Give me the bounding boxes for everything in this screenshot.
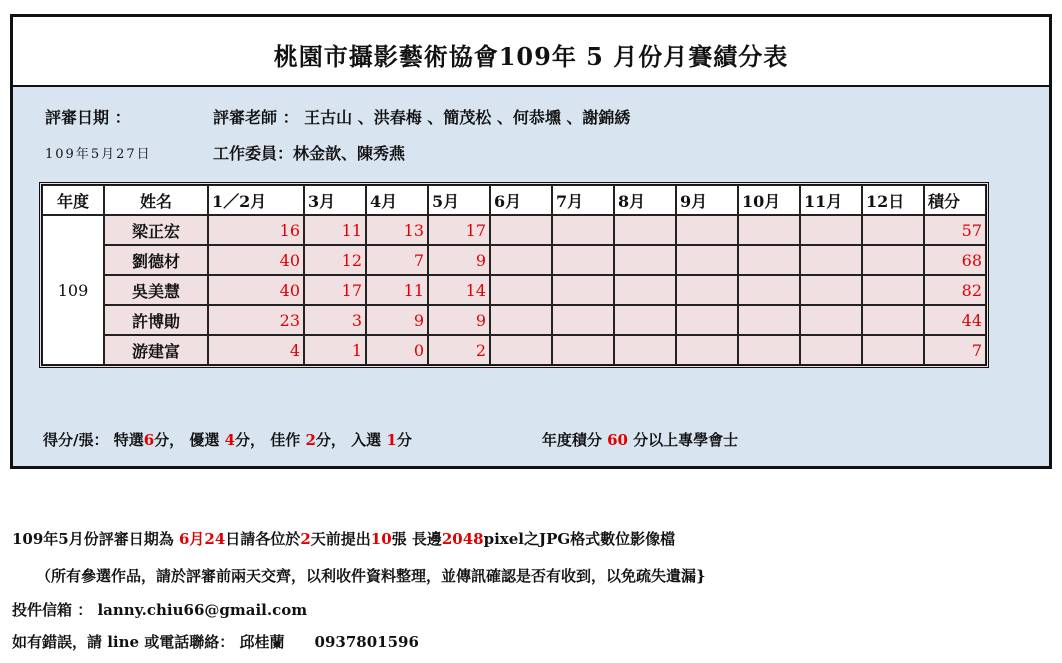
member-name: 劉德材 [104,245,208,275]
total-cell: 68 [924,245,986,275]
score-table [39,182,989,368]
score-cell: 2 [428,335,490,365]
table-row [42,245,986,275]
score-cell: 0 [366,335,428,365]
scoring-rules [43,429,738,450]
column-header: 3月 [304,185,366,215]
column-header: 9月 [676,185,738,215]
table-row [42,215,986,245]
scholar-prefix: 年度積分 [541,431,608,449]
score-sheet-panel [10,14,1052,469]
score-cell [862,245,924,275]
submission-remark: （所有參選作品，請於評審前兩天交齊，以利收件資料整理，並傳訊確認是否有收到，以免疏失遺漏} [36,567,706,585]
score-cell [614,215,676,245]
notice-text: 張 長邊 [391,530,442,548]
entry-points: 1 [386,431,397,449]
submission-email: 投件信箱 ： lanny.chiu66@gmail.com [12,601,308,619]
column-header: 積分 [924,185,986,215]
column-header: 8月 [614,185,676,215]
review-date: 6月24 [178,530,226,548]
rules-prefix: 得分/張： 特選 [43,431,144,449]
column-header: 1／2月 [208,185,304,215]
score-cell [676,335,738,365]
member-name: 吳美慧 [104,275,208,305]
rules-text: 分， 優選 [154,431,225,449]
score-cell: 17 [304,275,366,305]
staff-line: 工作委員：林金歆、陳秀燕 [213,144,406,163]
photo-count: 10 [370,530,392,548]
notice-text: 天前提出 [310,530,371,548]
notice-text: 109年5月份評審日期為 [12,530,179,548]
score-cell: 40 [208,245,304,275]
rules-text: 分， 入選 [315,431,387,449]
column-header: 7月 [552,185,614,215]
score-cell [738,215,800,245]
table-row [42,335,986,365]
total-cell: 57 [924,215,986,245]
table-header-row [42,185,986,215]
rules-text: 分， 佳作 [235,431,306,449]
good-points: 2 [305,431,316,449]
score-cell [552,275,614,305]
year-cell: 109 [42,215,104,365]
judging-date-label: 評審日期 ： [45,108,131,127]
score-cell [490,335,552,365]
score-cell [738,305,800,335]
score-cell [676,215,738,245]
score-cell [490,275,552,305]
score-cell [552,335,614,365]
column-header: 10月 [738,185,800,215]
score-cell [490,215,552,245]
score-cell [490,305,552,335]
column-header: 5月 [428,185,490,215]
judges-line: 評審老師 ： 王古山 、洪春梅 、簡茂松 、何恭壎 、謝錦綉 [213,108,631,127]
rules-text: 分 [396,431,412,449]
score-cell: 14 [428,275,490,305]
score-cell [800,275,862,305]
score-cell: 11 [304,215,366,245]
table-row [42,305,986,335]
column-header: 年度 [42,185,104,215]
days-before: 2 [300,530,311,548]
notice-text: pixel之JPG格式數位影像檔 [483,530,676,548]
submission-notice [12,528,675,549]
score-cell [552,305,614,335]
score-cell: 23 [208,305,304,335]
special-points: 6 [143,431,155,449]
score-cell [676,305,738,335]
score-cell [800,305,862,335]
score-cell [800,335,862,365]
score-cell [614,335,676,365]
column-header: 4月 [366,185,428,215]
table-row [42,275,986,305]
score-cell [614,245,676,275]
scholar-suffix: 分以上專學會士 [627,431,739,449]
judging-date-value: 109年5月27日 [45,147,152,162]
member-name: 梁正宏 [104,215,208,245]
score-cell: 1 [304,335,366,365]
total-cell: 7 [924,335,986,365]
score-cell [614,275,676,305]
score-cell: 12 [304,245,366,275]
excellent-points: 4 [224,431,236,449]
score-cell: 9 [428,245,490,275]
notice-text: 日請各位於 [225,530,301,548]
score-cell [862,305,924,335]
score-cell [552,215,614,245]
column-header: 6月 [490,185,552,215]
score-cell: 17 [428,215,490,245]
total-cell: 82 [924,275,986,305]
member-name: 游建富 [104,335,208,365]
contact-line: 如有錯誤，請 line 或電話聯絡： 邱桂蘭 0937801596 [12,633,419,651]
score-cell: 16 [208,215,304,245]
score-cell: 3 [304,305,366,335]
score-cell [614,305,676,335]
member-name: 許博勛 [104,305,208,335]
score-cell: 13 [366,215,428,245]
total-cell: 44 [924,305,986,335]
score-cell [862,335,924,365]
score-cell [800,245,862,275]
score-cell [676,245,738,275]
score-cell: 40 [208,275,304,305]
score-cell [738,245,800,275]
score-cell [800,215,862,245]
score-cell: 9 [366,305,428,335]
score-cell [862,215,924,245]
column-header: 11月 [800,185,862,215]
score-cell [862,275,924,305]
score-cell: 11 [366,275,428,305]
score-cell [738,335,800,365]
long-side-pixels: 2048 [441,530,484,548]
column-header: 12日 [862,185,924,215]
score-cell [552,245,614,275]
page-title: 桃園市攝影藝術協會109年 5 月份月賽績分表 [273,42,789,71]
score-cell: 7 [366,245,428,275]
score-cell: 4 [208,335,304,365]
score-cell [490,245,552,275]
title-bar [13,17,1049,87]
score-cell [738,275,800,305]
scholar-points: 60 [607,431,628,449]
score-cell: 9 [428,305,490,335]
column-header: 姓名 [104,185,208,215]
score-cell [676,275,738,305]
